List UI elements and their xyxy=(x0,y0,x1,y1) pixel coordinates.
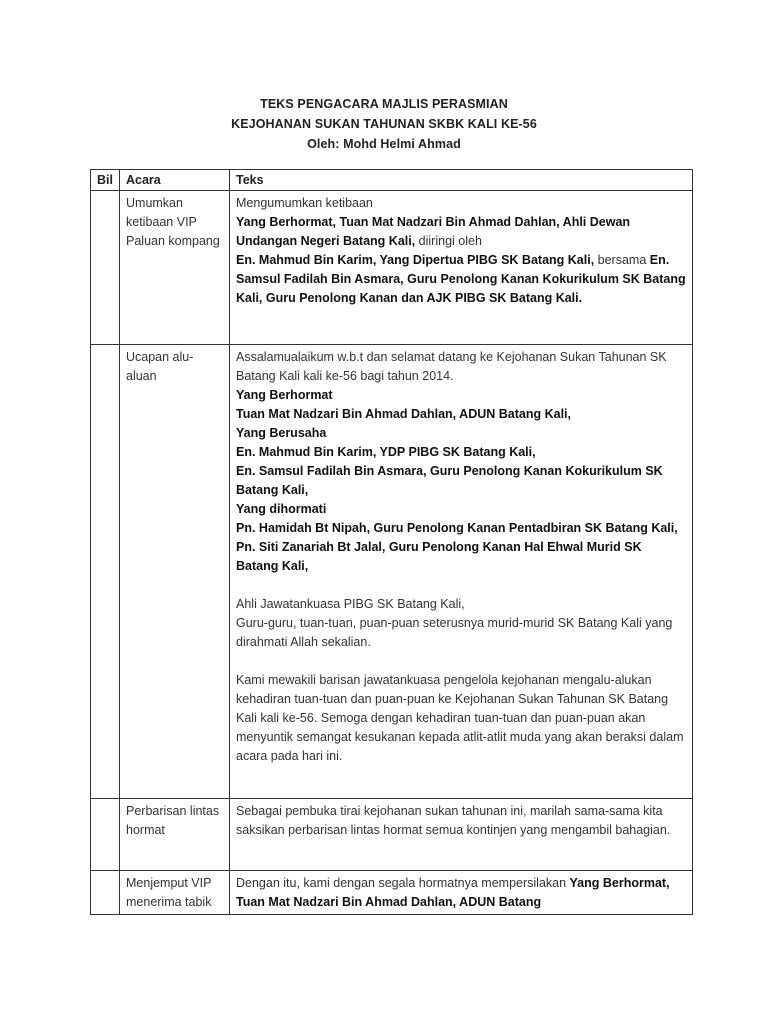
table-row xyxy=(91,191,693,345)
teks-bold: Yang Berhormat, Tuan Mat Nadzari Bin Ahmad Dahlan, Ahli Dewan Undangan Negeri Batang Kali, xyxy=(236,215,631,248)
cell-teks xyxy=(230,345,693,799)
paragraph-spacer xyxy=(236,576,686,595)
cell-acara xyxy=(120,191,230,345)
teks-paragraph xyxy=(236,874,686,912)
teks-bold: Yang Berusaha xyxy=(236,426,327,440)
cell-acara xyxy=(120,345,230,799)
teks-line: Mengumumkan ketibaan xyxy=(236,196,373,210)
teks-line: Guru-guru, tuan-tuan, puan-puan seterusnya murid-murid SK Batang Kali yang dirahmati Allah sekalian. xyxy=(236,616,673,649)
column-header-bil: Bil xyxy=(91,170,120,191)
teks-plain: bersama xyxy=(594,253,650,267)
teks-bold: Yang Berhormat xyxy=(236,388,333,402)
document-header xyxy=(0,94,768,154)
teks-bold: En. Samsul Fadilah Bin Asmara, Guru Penolong Kanan Kokurikulum SK Batang Kali, Guru Penolong Kanan dan AJK PIBG SK Batang Kali. xyxy=(236,253,686,305)
teks-bold: Yang dihormati xyxy=(236,502,327,516)
cell-teks xyxy=(230,871,693,915)
cell-bil xyxy=(91,345,120,799)
teks-plain: Dengan itu, kami dengan segala hormatnya mempersilakan xyxy=(236,876,570,890)
cell-teks xyxy=(230,191,693,345)
acara-line: Menjemput VIP menerima tabik xyxy=(126,876,212,909)
cell-acara xyxy=(120,871,230,915)
teks-line: Assalamualaikum w.b.t dan selamat datang ke Kejohanan Sukan Tahunan SK Batang Kali kali ke-56 bagi tahun 2014. xyxy=(236,350,667,383)
acara-line: Paluan kompang xyxy=(126,234,220,248)
teks-bold: En. Samsul Fadilah Bin Asmara, Guru Penolong Kanan Kokurikulum SK Batang Kali, xyxy=(236,464,663,497)
paragraph-spacer xyxy=(236,652,686,671)
document-author: Oleh: Mohd Helmi Ahmad xyxy=(307,137,461,151)
teks-bold: En. Mahmud Bin Karim, Yang Dipertua PIBG SK Batang Kali, xyxy=(236,253,595,267)
table-row xyxy=(91,345,693,799)
teks-plain: diiringi oleh xyxy=(415,234,482,248)
table-row xyxy=(91,871,693,915)
table-row xyxy=(91,799,693,871)
teks-line: Sebagai pembuka tirai kejohanan sukan tahunan ini, marilah sama-sama kita saksikan perbarisan lintas hormat semua kontinjen yang mengambil bahagian. xyxy=(236,804,671,837)
teks-bold: Tuan Mat Nadzari Bin Ahmad Dahlan, ADUN Batang Kali, xyxy=(236,407,571,421)
acara-line: Umumkan ketibaan VIP xyxy=(126,196,197,229)
cell-bil xyxy=(91,799,120,871)
table-header-row xyxy=(91,170,693,191)
cell-bil xyxy=(91,871,120,915)
teks-bold: Pn. Hamidah Bt Nipah, Guru Penolong Kanan Pentadbiran SK Batang Kali, xyxy=(236,521,678,535)
programme-table xyxy=(90,169,693,915)
teks-paragraph xyxy=(236,251,686,308)
teks-bold: Pn. Siti Zanariah Bt Jalal, Guru Penolong Kanan Hal Ehwal Murid SK Batang Kali, xyxy=(236,540,642,573)
acara-line: Perbarisan lintas hormat xyxy=(126,804,220,837)
column-header-acara: Acara xyxy=(120,170,230,191)
cell-acara xyxy=(120,799,230,871)
cell-teks xyxy=(230,799,693,871)
acara-line: Ucapan alu-aluan xyxy=(126,350,194,383)
teks-line: Kami mewakili barisan jawatankuasa pengelola kejohanan mengalu-alukan kehadiran tuan-tuan dan puan-puan ke Kejohanan Sukan Tahunan SK Batang Kali kali ke-56. Semoga dengan kehadiran tuan-tuan dan puan-puan akan menyuntik semangat kesukanan kepada atlit-atlit muda yang akan beraksi dalam acara pada hari ini. xyxy=(236,673,684,763)
column-header-teks: Teks xyxy=(230,170,693,191)
teks-line: Ahli Jawatankuasa PIBG SK Batang Kali, xyxy=(236,597,465,611)
teks-bold: En. Mahmud Bin Karim, YDP PIBG SK Batang Kali, xyxy=(236,445,536,459)
document-subtitle: KEJOHANAN SUKAN TAHUNAN SKBK KALI KE-56 xyxy=(231,117,537,131)
teks-paragraph xyxy=(236,213,686,251)
cell-bil xyxy=(91,191,120,345)
teks-bold: Yang Berhormat, Tuan Mat Nadzari Bin Ahmad Dahlan, ADUN Batang xyxy=(236,876,670,909)
document-title: TEKS PENGACARA MAJLIS PERASMIAN xyxy=(260,97,508,111)
